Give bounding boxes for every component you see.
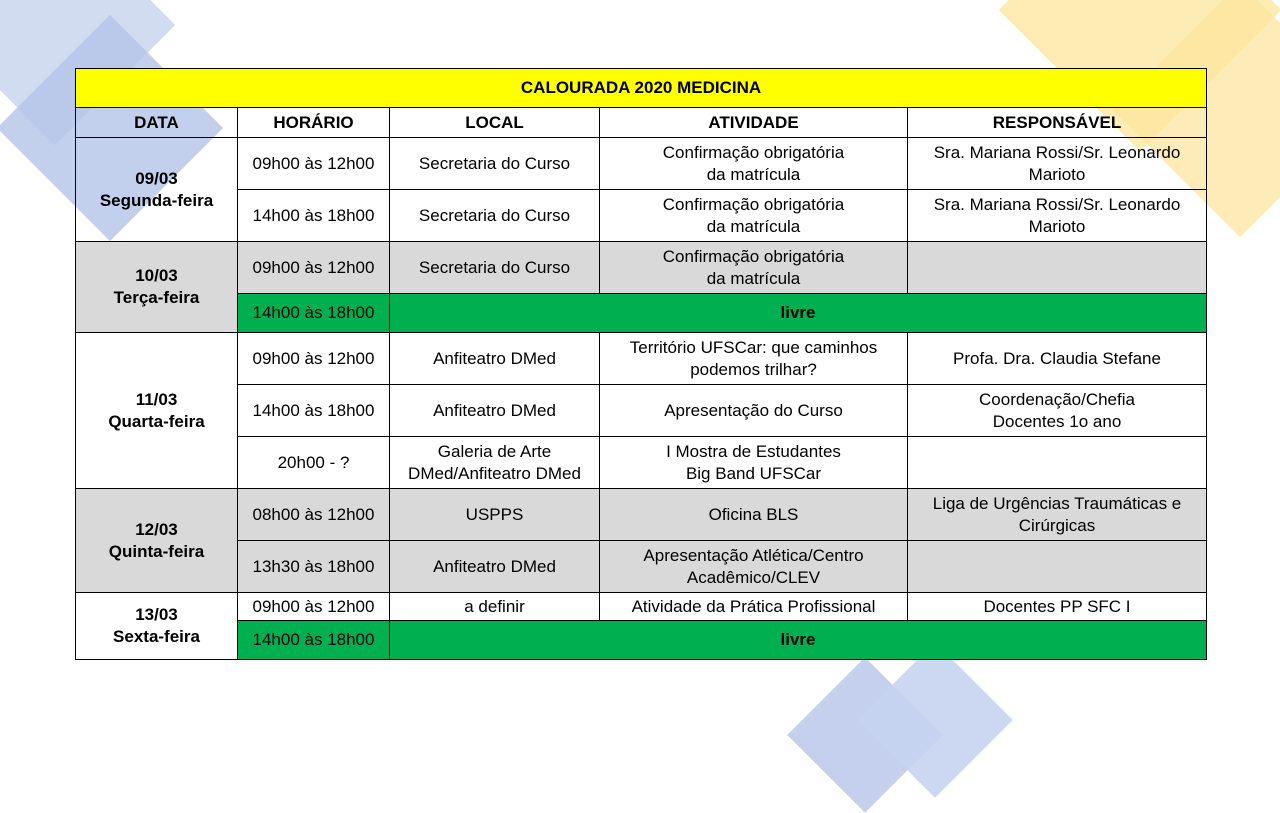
place-cell: Secretaria do Curso	[390, 242, 600, 294]
table-row	[76, 242, 1207, 294]
activity-cell: Território UFSCar: que caminhos podemos trilhar?	[600, 333, 908, 385]
responsible-cell: Docentes PP SFC I	[908, 593, 1207, 621]
table-row	[76, 294, 1207, 333]
responsible-cell: Sra. Mariana Rossi/Sr. Leonardo Marioto	[908, 138, 1207, 190]
place-cell: Anfiteatro DMed	[390, 333, 600, 385]
activity-cell: Atividade da Prática Profissional	[600, 593, 908, 621]
place-cell: Secretaria do Curso	[390, 138, 600, 190]
free-cell: livre	[390, 621, 1207, 660]
date-cell: 13/03 Sexta-feira	[76, 593, 238, 660]
time-cell: 14h00 às 18h00	[238, 190, 390, 242]
header-activity: ATIVIDADE	[600, 108, 908, 138]
time-cell: 09h00 às 12h00	[238, 138, 390, 190]
place-cell: Anfiteatro DMed	[390, 385, 600, 437]
table-row	[76, 621, 1207, 660]
table-row	[76, 385, 1207, 437]
activity-cell: Apresentação do Curso	[600, 385, 908, 437]
time-cell: 09h00 às 12h00	[238, 593, 390, 621]
responsible-cell	[908, 242, 1207, 294]
table-row	[76, 593, 1207, 621]
activity-cell: Confirmação obrigatória da matrícula	[600, 138, 908, 190]
activity-cell: Oficina BLS	[600, 489, 908, 541]
activity-cell: Apresentação Atlética/Centro Acadêmico/CLEV	[600, 541, 908, 593]
responsible-cell: Sra. Mariana Rossi/Sr. Leonardo Marioto	[908, 190, 1207, 242]
table-row	[76, 489, 1207, 541]
place-cell: Anfiteatro DMed	[390, 541, 600, 593]
table-row	[76, 138, 1207, 190]
responsible-cell	[908, 541, 1207, 593]
header-time: HORÁRIO	[238, 108, 390, 138]
free-cell: livre	[390, 294, 1207, 333]
date-cell: 10/03 Terça-feira	[76, 242, 238, 333]
activity-cell: I Mostra de Estudantes Big Band UFSCar	[600, 437, 908, 489]
time-cell: 09h00 às 12h00	[238, 333, 390, 385]
responsible-cell: Coordenação/Chefia Docentes 1o ano	[908, 385, 1207, 437]
time-cell: 14h00 às 18h00	[238, 294, 390, 333]
header-place: LOCAL	[390, 108, 600, 138]
date-cell: 09/03 Segunda-feira	[76, 138, 238, 242]
time-cell: 08h00 às 12h00	[238, 489, 390, 541]
time-cell: 20h00 - ?	[238, 437, 390, 489]
place-cell: Galeria de Arte DMed/Anfiteatro DMed	[390, 437, 600, 489]
activity-cell: Confirmação obrigatória da matrícula	[600, 190, 908, 242]
schedule-title: CALOURADA 2020 MEDICINA	[76, 69, 1207, 108]
responsible-cell: Liga de Urgências Traumáticas e Cirúrgicas	[908, 489, 1207, 541]
place-cell: a definir	[390, 593, 600, 621]
time-cell: 09h00 às 12h00	[238, 242, 390, 294]
date-cell: 12/03 Quinta-feira	[76, 489, 238, 593]
table-row	[76, 437, 1207, 489]
place-cell: Secretaria do Curso	[390, 190, 600, 242]
time-cell: 14h00 às 18h00	[238, 385, 390, 437]
table-row	[76, 333, 1207, 385]
table-row	[76, 541, 1207, 593]
activity-cell: Confirmação obrigatória da matrícula	[600, 242, 908, 294]
responsible-cell: Profa. Dra. Claudia Stefane	[908, 333, 1207, 385]
time-cell: 14h00 às 18h00	[238, 621, 390, 660]
date-cell: 11/03 Quarta-feira	[76, 333, 238, 489]
responsible-cell	[908, 437, 1207, 489]
header-responsible: RESPONSÁVEL	[908, 108, 1207, 138]
time-cell: 13h30 às 18h00	[238, 541, 390, 593]
place-cell: USPPS	[390, 489, 600, 541]
header-date: DATA	[76, 108, 238, 138]
schedule-table	[75, 68, 1207, 660]
table-row	[76, 190, 1207, 242]
